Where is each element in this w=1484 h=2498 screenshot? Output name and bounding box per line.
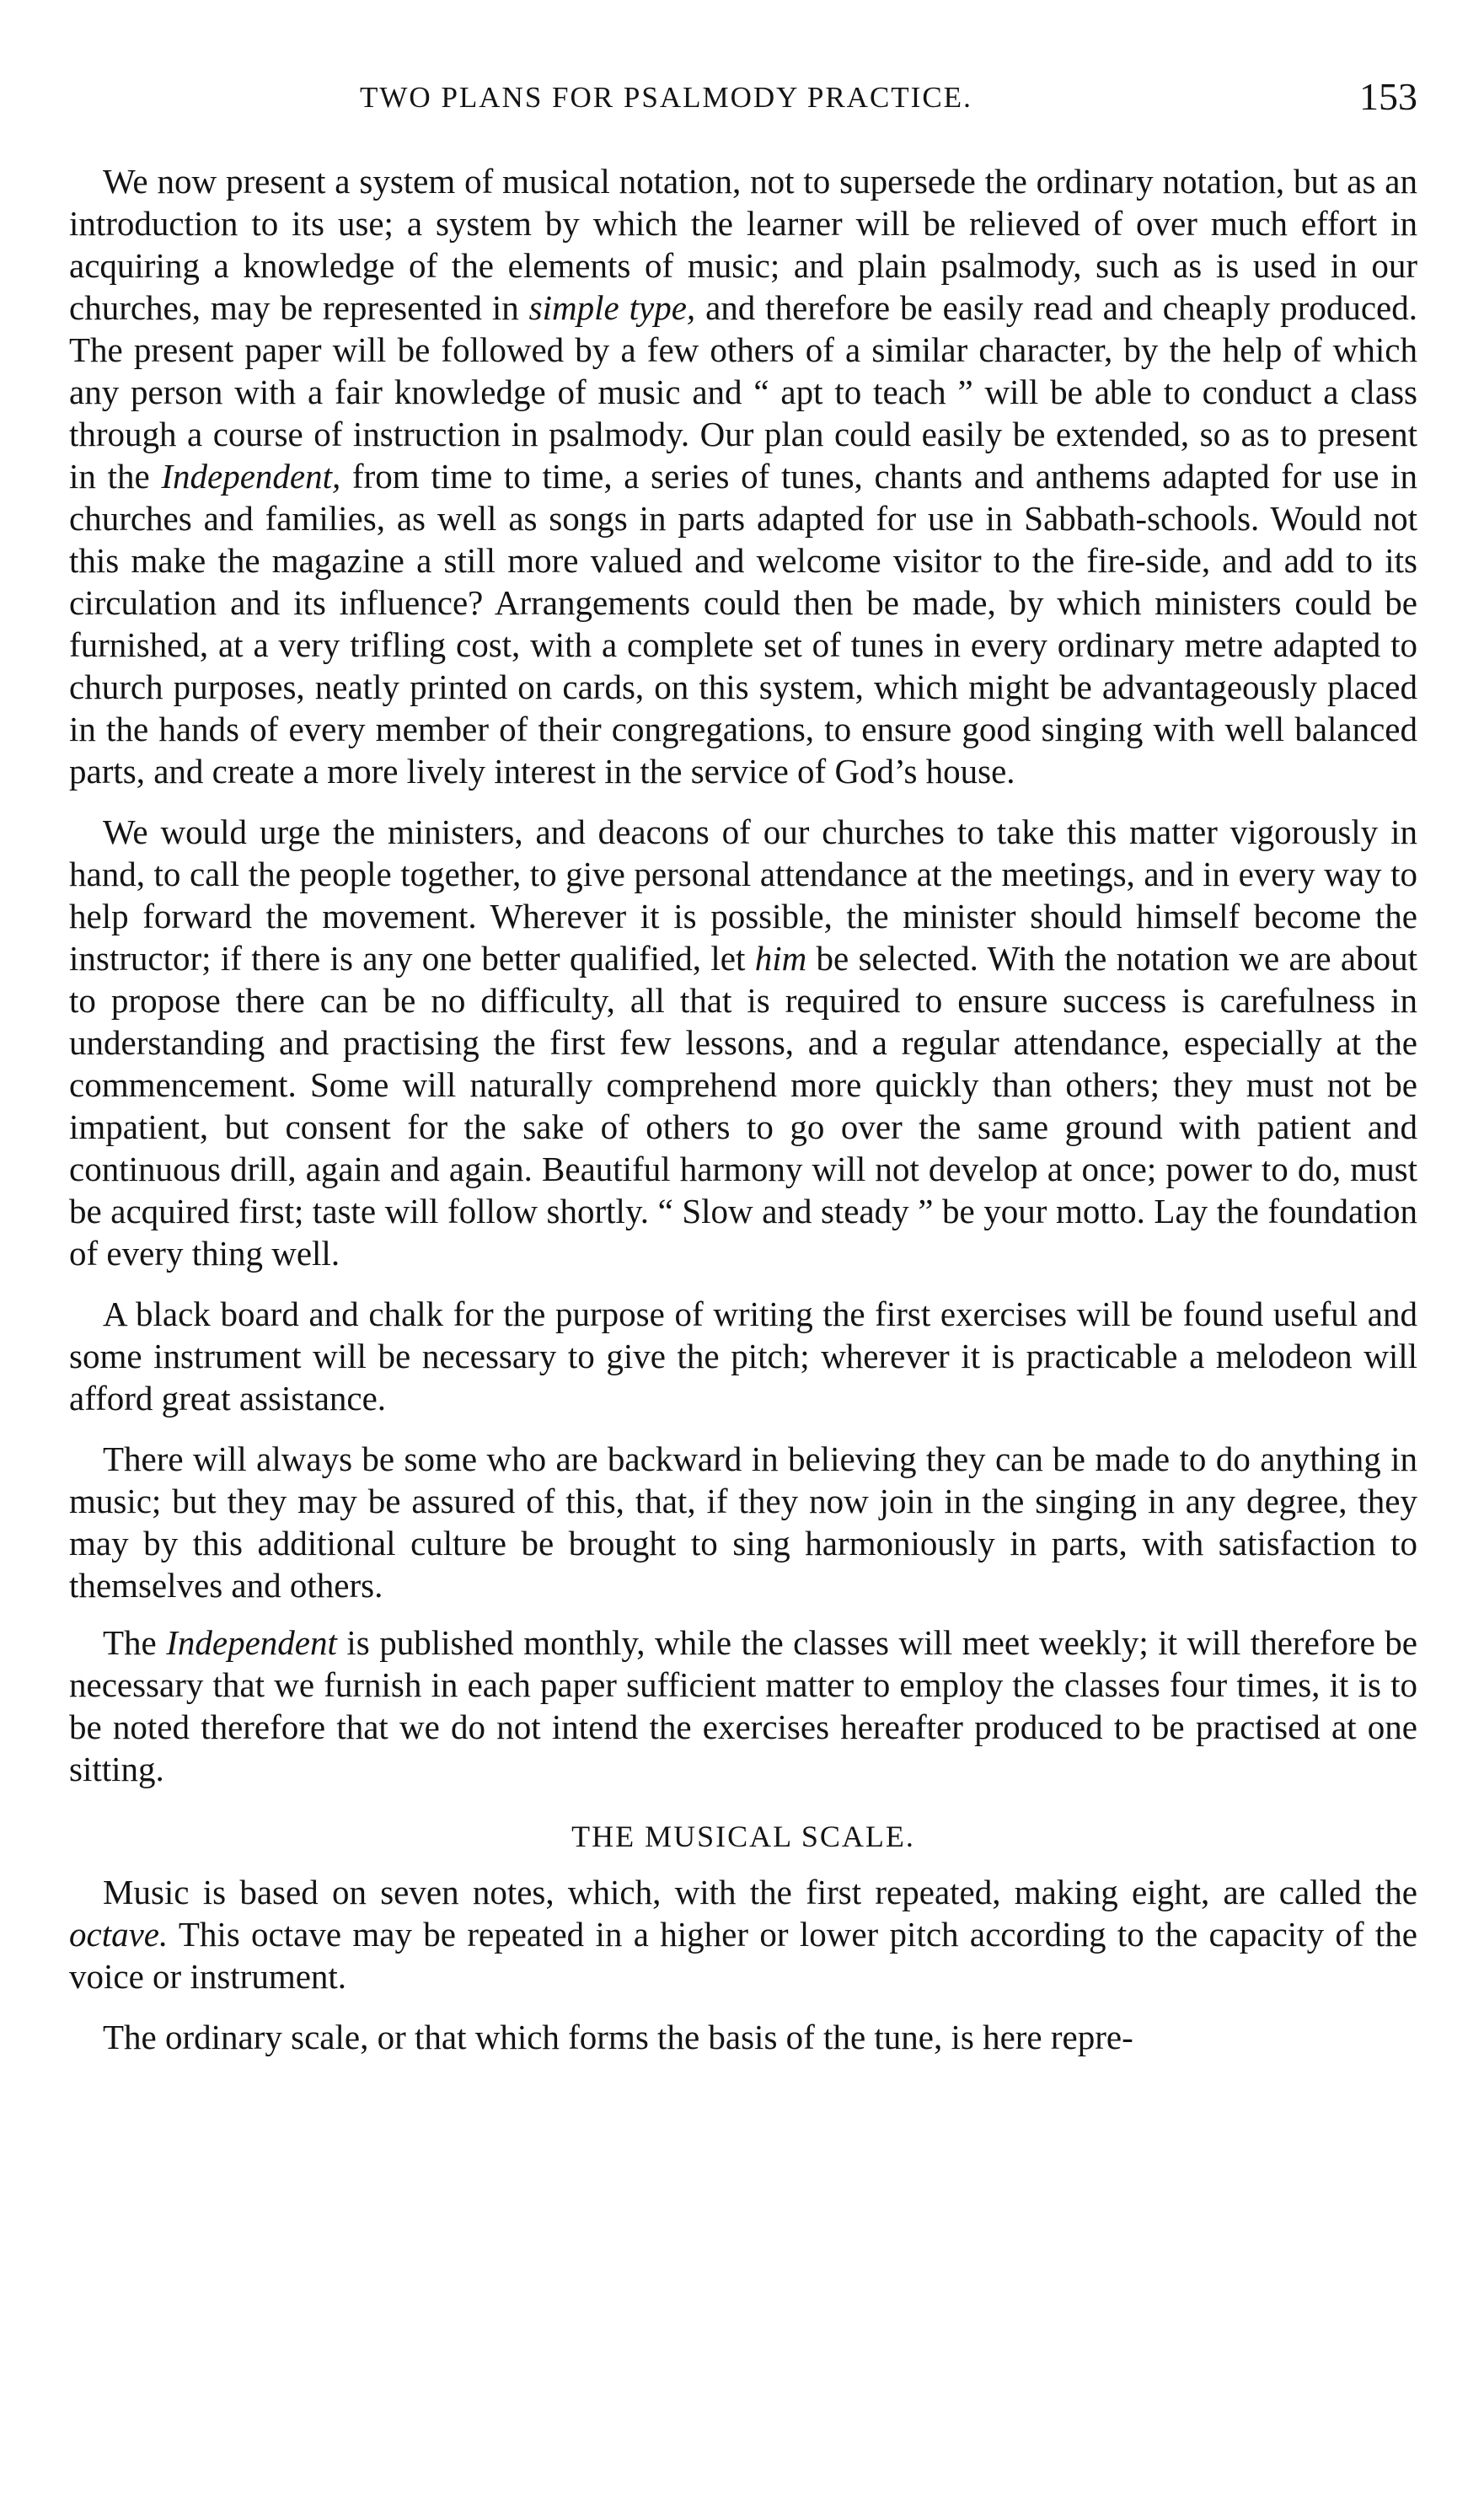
text-run: from time to time, a series of tunes, chants and anthems adapted for use in churches and families, as well as songs in parts adapted for use in Sabbath-schools. Would not this make the magazine a still more valued and welcome visitor to the fire-side, and add to its circulation and its influence? Arrangements could then be made, by which ministers could be furnished, at a very trifling cost, with a complete set of tunes in every ordinary metre adapted to church purposes, neatly printed on cards, on this system, which might be advantageously placed in the hands of every member of their congregations, to ensure good singing with well balanced parts, and create a more lively interest in the service of God’s house. [69,457,1417,791]
text-run: be selected. With the notation we are about to propose there can be no difficulty, all that is required to ensure success is carefulness in understanding and practising the first few lessons, and a regular attendance, especially at the commencement. Some will naturally comprehend more quickly than others; they must not be impatient, but consent for the sake of others to go over the same ground with patient and continuous drill, again and again. Beautiful harmony will not develop at once; power to do, must be acquired first; taste will follow shortly. “ Slow and steady ” be your motto. Lay the foundation of every thing well. [69,939,1417,1273]
emphasis-simple-type: simple type, [528,288,696,327]
emphasis-independent: Independent [166,1623,337,1662]
page-number: 153 [1359,75,1417,118]
body-text [69,160,1417,2058]
text-run: Music is based on seven notes, which, with the first repeated, making eight, are called the [103,1873,1417,1911]
paragraph-notation-intro [69,160,1417,792]
emphasis-him: him [754,939,807,978]
paragraph-publication-schedule [69,1622,1417,1790]
text-run: We would urge the ministers, and deacons of our churches to take this matter vigorously in hand, to call the people together, to give personal attendance at the meetings, and in every way to help forward the movement. Wherever it is possible, the minister should himself become the instructor; if there is any one better qualified, let [69,812,1417,978]
paragraph-ordinary-scale: The ordinary scale, or that which forms the basis of the tune, is here repre- [103,2018,1133,2056]
text-run: is published monthly, while the classes will meet weekly; it will therefore be necessary that we furnish in each paper sufficient matter to employ the classes four times, it is to be noted therefore that we do not intend the exercises hereafter produced to be practised at one sitting. [69,1623,1417,1788]
paragraph-ministers-appeal [69,811,1417,1274]
paragraph-octave [69,1871,1417,1997]
document-page [69,0,1417,2498]
paragraph-backward-singers: There will always be some who are backward in believing they can be made to do anything in music; but they may be assured of this, that, if they now join in the singing in any degree, they may by this additional culture be brought to sing harmoniously in parts, with satisfaction to themselves and others. [69,1439,1417,1605]
text-run: We now present a system of musical notation, not to supersede the ordinary notation, but as an introduction to its use; a system by which the learner will be relieved of over much effort in acquiring a knowledge of the elements of music; and plain psalmody, such as is used in our churches, may be represented in [69,162,1417,327]
text-run: The [103,1623,167,1662]
emphasis-octave: octave. [69,1915,169,1954]
emphasis-independent: Independent, [161,457,341,496]
text-run: This octave may be repeated in a higher or lower pitch according to the capacity of the voice or instrument. [69,1915,1417,1996]
running-header [69,74,1417,125]
text-run: and therefore be easily read and cheaply produced. The present paper will be followed by a few others of a similar character, by the help of which any person with a fair knowledge of music and “ apt to teach ” will be able to conduct a class through a course of instruction in psalmody. Our plan could easily be extended, so as to present in the [69,288,1417,496]
paragraph-black-board: A black board and chalk for the purpose of writing the first exercises will be found useful and some instrument will be necessary to give the pitch; wherever it is practicable a melodeon will afford great assistance. [69,1295,1417,1418]
running-title: TWO PLANS FOR PSALMODY PRACTICE. [360,81,972,114]
section-heading: THE MUSICAL SCALE. [571,1820,915,1853]
